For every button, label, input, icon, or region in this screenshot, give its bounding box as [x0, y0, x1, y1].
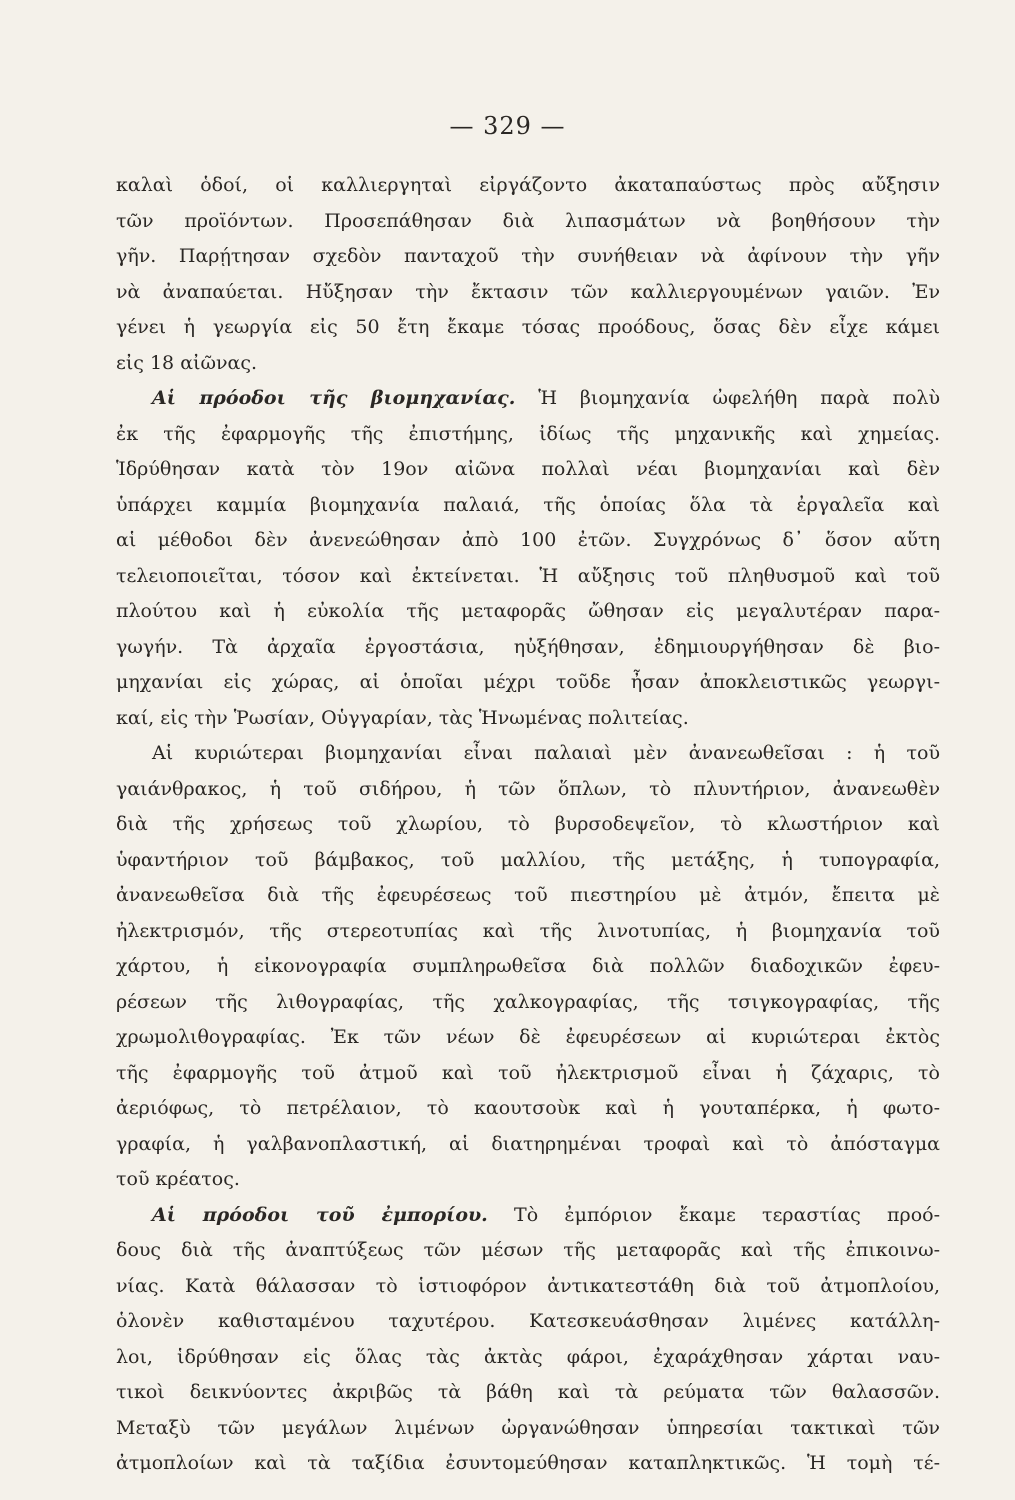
section-heading-commerce: Αἱ πρόοδοι τοῦ ἐμπορίου. — [152, 1203, 488, 1226]
text-line: ρέσεων τῆς λιθογραφίας, τῆς χαλκογραφίας, τῆς τσιγκογραφίας, τῆς — [116, 990, 940, 1013]
text-line: ἀτμοπλοίων καὶ τὰ ταξίδια ἐσυντομεύθησαν καταπληκτικῶς. Ἡ τομὴ τέ- — [116, 1452, 940, 1474]
text-line: καλαὶ ὁδοί, οἱ καλλιεργηταὶ εἰργάζοντο ἀκαταπαύστως πρὸς αὔξησιν — [116, 174, 940, 196]
body-text — [116, 168, 940, 1482]
text-line: διὰ τῆς χρήσεως τοῦ χλωρίου, τὸ βυρσοδεψεῖον, τὸ κλωστήριον καὶ — [116, 813, 940, 835]
text-fragment: Ἡ βιομηχανία ὠφελήθη παρὰ πολὺ — [538, 387, 940, 409]
text-line: Μεταξὺ τῶν μεγάλων λιμένων ὠργανώθησαν ὑπηρεσίαι τακτικαὶ τῶν — [116, 1416, 940, 1439]
text-fragment: Τὸ ἐμπόριον ἔκαμε τεραστίας προό- — [514, 1203, 941, 1226]
text-line: τῶν προϊόντων. Προσεπάθησαν διὰ λιπασμάτων νὰ βοηθήσουν τὴν — [116, 209, 940, 232]
section-first-line — [116, 1198, 940, 1234]
text-line: τελειοποιεῖται, τόσον καὶ ἐκτείνεται. Ἡ αὔξησις τοῦ πληθυσμοῦ καὶ τοῦ — [116, 564, 940, 587]
text-line: γαιάνθρακος, ἡ τοῦ σιδήρου, ἡ τῶν ὅπλων, τὸ πλυντήριον, ἀνανεωθὲν — [116, 777, 940, 800]
section-first-line — [116, 381, 940, 417]
text-line: γραφία, ἡ γαλβανοπλαστική, αἱ διατηρημέναι τροφαὶ καὶ τὸ ἀπόσταγμα — [116, 1132, 940, 1155]
text-line: ὑφαντήριον τοῦ βάμβακος, τοῦ μαλλίου, τῆς μετάξης, ἡ τυπογραφία, — [116, 848, 940, 871]
text-line: δους διὰ τῆς ἀναπτύξεως τῶν μέσων τῆς μεταφορᾶς καὶ τῆς ἐπικοινω- — [116, 1239, 940, 1261]
text-line: νὰ ἀναπαύεται. Ηὔξησαν τὴν ἔκτασιν τῶν καλλιεργουμένων γαιῶν. Ἐν — [116, 280, 940, 303]
text-line: ἀνανεωθεῖσα διὰ τῆς ἐφευρέσεως τοῦ πιεστηρίου μὲ ἀτμόν, ἔπειτα μὲ — [116, 884, 940, 906]
text-line: πλούτου καὶ ἡ εὐκολία τῆς μεταφορᾶς ὤθησαν εἰς μεγαλυτέραν παρα- — [116, 600, 940, 622]
text-line: ὑπάρχει καμμία βιομηχανία παλαιά, τῆς ὁποίας ὅλα τὰ ἐργαλεῖα καὶ — [116, 493, 940, 516]
text-line: τοῦ κρέατος. — [116, 1168, 240, 1190]
text-line: Αἱ κυριώτεραι βιομηχανίαι εἶναι παλαιαὶ μὲν ἀνανεωθεῖσαι : ἡ τοῦ — [152, 742, 940, 764]
section-heading-industry: Αἱ πρόοδοι τῆς βιομηχανίας. — [152, 387, 516, 409]
text-line: ἐκ τῆς ἐφαρμογῆς τῆς ἐπιστήμης, ἰδίως τῆς μηχανικῆς καὶ χημείας. — [116, 422, 940, 445]
page-number: — 329 — — [449, 112, 566, 140]
text-line: τῆς ἐφαρμογῆς τοῦ ἀτμοῦ καὶ τοῦ ἠλεκτρισμοῦ εἶναι ἡ ζάχαρις, τὸ — [116, 1061, 940, 1084]
text-line: χρωμολιθογραφίας. Ἐκ τῶν νέων δὲ ἐφευρέσεων αἱ κυριώτεραι ἐκτὸς — [116, 1026, 940, 1048]
text-line: χάρτου, ἡ εἰκονογραφία συμπληρωθεῖσα διὰ πολλῶν διαδοχικῶν ἐφευ- — [116, 955, 940, 977]
text-line: Ἱδρύθησαν κατὰ τὸν 19ον αἰῶνα πολλαὶ νέαι βιομηχανίαι καὶ δὲν — [116, 458, 940, 480]
text-line: ἀεριόφως, τὸ πετρέλαιον, τὸ καουτσοὺκ καὶ ἡ γουταπέρκα, ἡ φωτο- — [116, 1097, 940, 1119]
text-line: αἱ μέθοδοι δὲν ἀνενεώθησαν ἀπὸ 100 ἐτῶν. Συγχρόνως δ᾽ ὅσον αὕτη — [116, 529, 940, 551]
text-line: γωγήν. Τὰ ἀρχαῖα ἐργοστάσια, ηὐξήθησαν, ἐδημιουργήθησαν δὲ βιο- — [116, 635, 940, 658]
text-line: καί, εἰς τὴν Ῥωσίαν, Οὑγγαρίαν, τὰς Ἡνωμένας πολιτείας. — [116, 706, 689, 729]
text-line: γένει ἡ γεωργία εἰς 50 ἔτη ἔκαμε τόσας προόδους, ὅσας δὲν εἶχε κάμει — [116, 316, 940, 338]
text-line: γῆν. Παρῄτησαν σχεδὸν πανταχοῦ τὴν συνήθειαν νὰ ἀφίνουν τὴν γῆν — [116, 245, 940, 267]
text-line: εἰς 18 αἰῶνας. — [116, 351, 258, 374]
text-line: λοι, ἱδρύθησαν εἰς ὅλας τὰς ἀκτὰς φάροι, ἐχαράχθησαν χάρται ναυ- — [116, 1345, 940, 1368]
text-line: ἠλεκτρισμόν, τῆς στερεοτυπίας καὶ τῆς λινοτυπίας, ἡ βιομηχανία τοῦ — [116, 919, 940, 942]
text-line: νίας. Κατὰ θάλασσαν τὸ ἱστιοφόρον ἀντικατεστάθη διὰ τοῦ ἀτμοπλοίου, — [116, 1274, 940, 1297]
text-line: ὁλονὲν καθισταμένου ταχυτέρου. Κατεσκευάσθησαν λιμένες κατάλλη- — [116, 1310, 940, 1332]
text-line: μηχανίαι εἰς χώρας, αἱ ὁποῖαι μέχρι τοῦδε ἦσαν ἀποκλειστικῶς γεωργι- — [116, 671, 940, 693]
text-line: τικοὶ δεικνύοντες ἀκριβῶς τὰ βάθη καὶ τὰ ρεύματα τῶν θαλασσῶν. — [116, 1381, 940, 1403]
